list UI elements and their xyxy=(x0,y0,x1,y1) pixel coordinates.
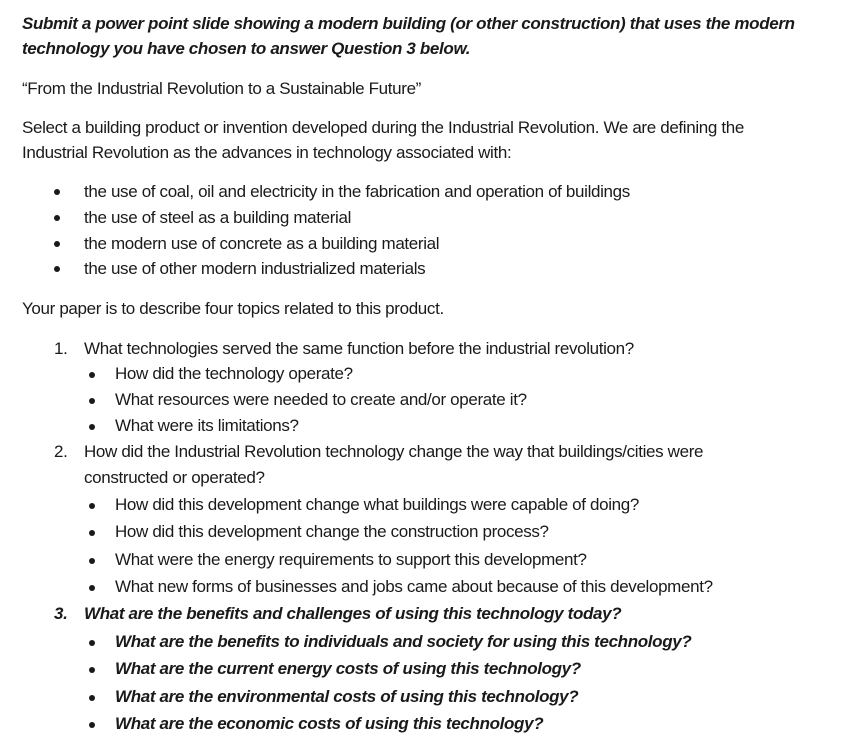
question-number: 2. xyxy=(54,442,68,461)
question-number: 1. xyxy=(54,339,68,358)
bullet-dot xyxy=(54,215,60,221)
sub-question: What new forms of businesses and jobs came about because of this development? xyxy=(115,577,713,596)
intro-line-1: Select a building product or invention developed during the Industrial Revolution. We are defining the xyxy=(22,118,744,137)
bullet-dot xyxy=(89,424,95,430)
sub-question: What were the energy requirements to support this development? xyxy=(115,550,587,569)
bullet-dot xyxy=(89,558,95,564)
sub-question: What are the economic costs of using this technology? xyxy=(115,714,544,733)
question-text: What technologies served the same function before the industrial revolution? xyxy=(84,339,634,358)
question-text: How did the Industrial Revolution technology change the way that buildings/cities were xyxy=(84,442,704,461)
bullet-dot xyxy=(89,695,95,701)
bullet-dot xyxy=(89,640,95,646)
sub-question: How did this development change what buildings were capable of doing? xyxy=(115,495,639,514)
bullet-dot xyxy=(89,585,95,591)
bullet-dot xyxy=(89,530,95,536)
bullet-dot xyxy=(89,503,95,509)
bullet-dot xyxy=(54,241,60,247)
title-quote: “From the Industrial Revolution to a Sustainable Future” xyxy=(22,79,421,98)
sub-question: What are the environmental costs of using this technology? xyxy=(115,687,579,706)
sub-question: What were its limitations? xyxy=(115,416,299,435)
bullet-dot xyxy=(54,266,60,272)
sub-question: What are the benefits to individuals and society for using this technology? xyxy=(115,632,692,651)
bullet-dot xyxy=(89,667,95,673)
paper-intro: Your paper is to describe four topics related to this product. xyxy=(22,299,444,318)
sub-question: What resources were needed to create and/or operate it? xyxy=(115,390,527,409)
bullet-dot xyxy=(54,189,60,195)
sub-question: What are the current energy costs of using this technology? xyxy=(115,659,581,678)
heading-line-1: Submit a power point slide showing a modern building (or other construction) that uses the modern xyxy=(22,14,795,33)
bullet-dot xyxy=(89,398,95,404)
bullet-dot xyxy=(89,722,95,728)
question-text: What are the benefits and challenges of using this technology today? xyxy=(84,604,622,623)
tech-bullet-item: the use of steel as a building material xyxy=(84,208,352,227)
question-text: constructed or operated? xyxy=(84,468,265,487)
intro-line-2: Industrial Revolution as the advances in technology associated with: xyxy=(22,143,512,162)
bullet-dot xyxy=(89,372,95,378)
heading-line-2: technology you have chosen to answer Question 3 below. xyxy=(22,39,471,58)
sub-question: How did this development change the construction process? xyxy=(115,522,549,541)
tech-bullet-item: the use of coal, oil and electricity in the fabrication and operation of buildings xyxy=(84,182,630,201)
tech-bullet-item: the modern use of concrete as a building material xyxy=(84,234,440,253)
tech-bullet-item: the use of other modern industrialized materials xyxy=(84,259,426,278)
question-number: 3. xyxy=(54,604,68,623)
sub-question: How did the technology operate? xyxy=(115,364,353,383)
